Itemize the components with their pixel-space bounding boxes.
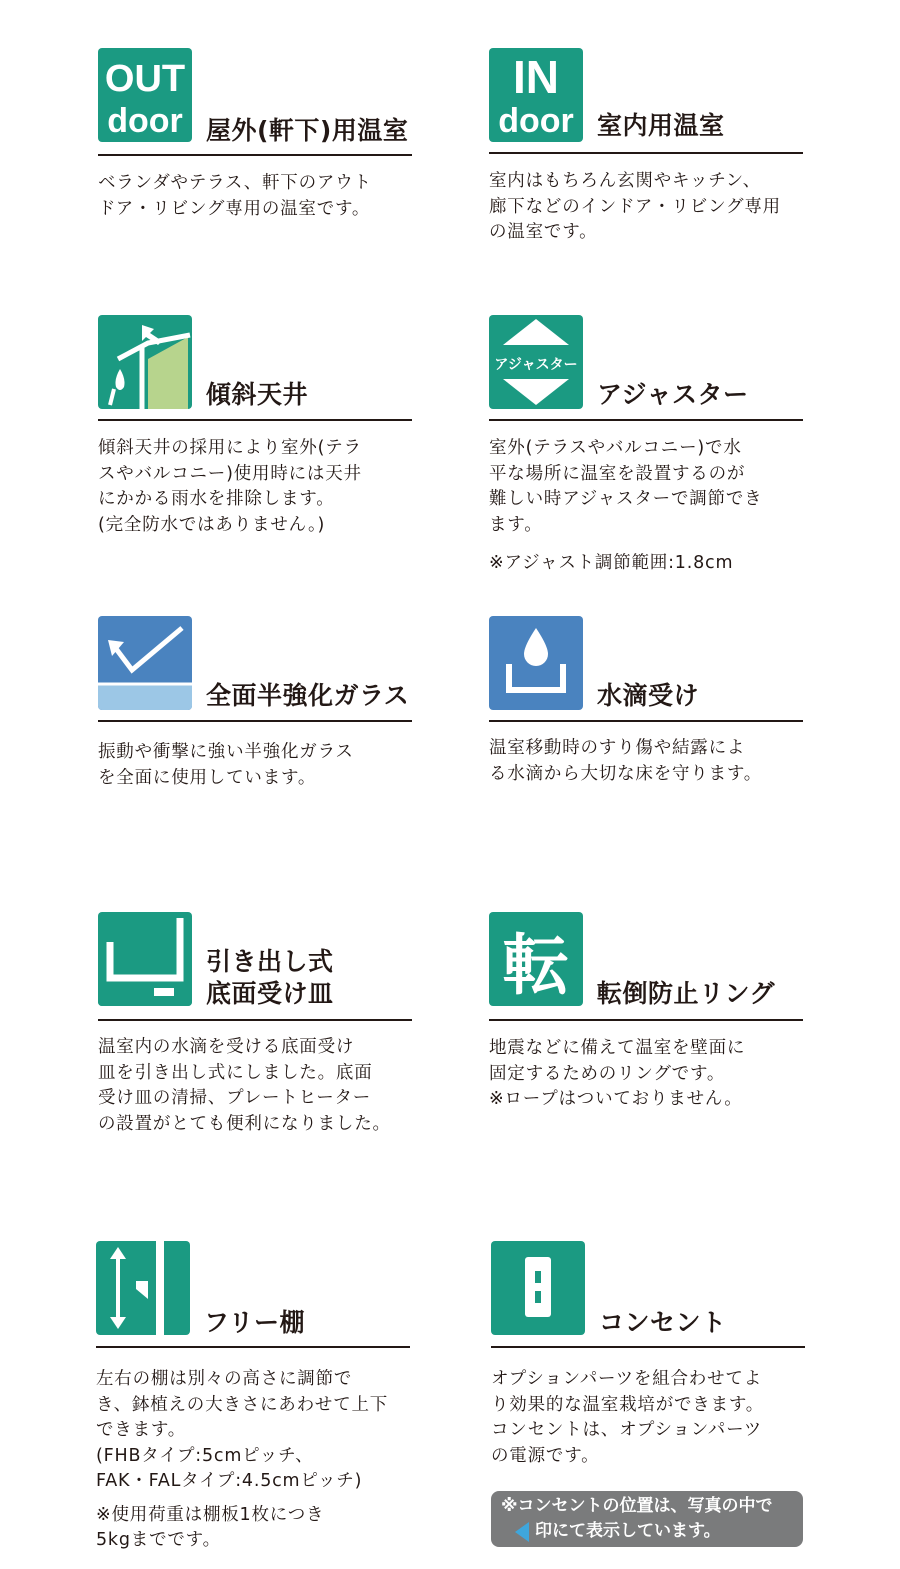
divider [489,1019,803,1021]
arrow-left-icon [515,1522,529,1542]
feature-description: 温室内の水滴を受ける底面受け 皿を引き出し式にしました。底面 受け皿の清掃、プレートヒーター の設置がとても便利になりました。 [98,1037,391,1134]
divider [96,1346,410,1348]
divider [489,152,803,154]
water-drop-tray-icon [489,616,583,710]
free-shelf-icon [96,1241,190,1335]
feature-title-line1: 引き出し式 [206,947,334,976]
adjuster-icon [489,315,583,409]
anti-tip-icon [489,912,583,1006]
drawer-tray-icon [98,912,192,1006]
feature-title: 屋外(軒下)用温室 [206,116,409,145]
anti-tip-icon-char: 転 [503,927,569,1004]
indoor-icon [489,48,583,142]
outlet-location-note [491,1491,803,1547]
divider [98,154,412,156]
divider [98,1019,412,1021]
glass-checkmark-icon [98,616,192,710]
feature-title: 水滴受け [597,681,700,710]
feature-description: 室内はもちろん玄関やキッチン、 廊下などのインドア・リビング専用 の温室です。 [489,171,781,242]
feature-title: アジャスター [597,380,749,409]
divider [489,419,803,421]
outdoor-icon-text-bottom: door [107,102,183,140]
feature-title-line2: 底面受け皿 [206,979,334,1008]
outdoor-icon-text-top: OUT [104,58,186,100]
note-line1: ※コンセントの位置は、写真の中で [501,1496,773,1516]
divider [489,720,803,722]
feature-description: 左右の棚は別々の高さに調節で き、鉢植えの大きさにあわせて上下 できます。 (FHBタイプ:5cmピッチ、 FAK・FALタイプ:4.5cmピッチ) [96,1369,389,1491]
note-line2: 印にて表示しています。 [535,1521,721,1541]
feature-note: ※使用荷重は棚板1枚につき 5kgまでです。 [96,1505,325,1550]
feature-note: ※アジャスト調節範囲:1.8cm [489,553,734,573]
sloped-roof-icon [98,315,192,409]
feature-description: 振動や衝撃に強い半強化ガラス を全面に使用しています。 [98,742,354,788]
adjuster-icon-label: アジャスター [494,357,578,373]
feature-title: 室内用温室 [597,111,725,140]
indoor-icon-text-top: IN [513,51,559,103]
divider [98,720,412,722]
feature-description: 室外(テラスやバルコニー)で水 平な場所に温室を設置するのが 難しい時アジャスターで調節でき ます。 [489,438,763,535]
feature-title: 転倒防止リング [597,979,776,1008]
outdoor-icon [98,48,192,142]
outlet-icon [491,1241,585,1335]
feature-title: コンセント [599,1308,727,1337]
feature-description: 温室移動時のすり傷や結露によ る水滴から大切な床を守ります。 [489,738,763,784]
feature-title: 全面半強化ガラス [206,681,410,710]
indoor-icon-text-bottom: door [498,102,574,140]
divider [491,1346,805,1348]
feature-description: ベランダやテラス、軒下のアウト ドア・リビング専用の温室です。 [98,173,372,219]
divider [98,419,412,421]
feature-description: オプションパーツを組合わせてよ り効果的な温室栽培ができます。 コンセントは、オプションパーツ の電源です。 [491,1369,765,1466]
feature-title: フリー棚 [204,1308,306,1337]
feature-title: 傾斜天井 [206,380,309,409]
feature-description: 傾斜天井の採用により室外(テラ スやバルコニー)使用時には天井 にかかる雨水を排除します。 (完全防水ではありません。) [98,438,362,535]
feature-description: 地震などに備えて温室を壁面に 固定するためのリングです。 ※ロープはついておりません。 [489,1038,746,1109]
